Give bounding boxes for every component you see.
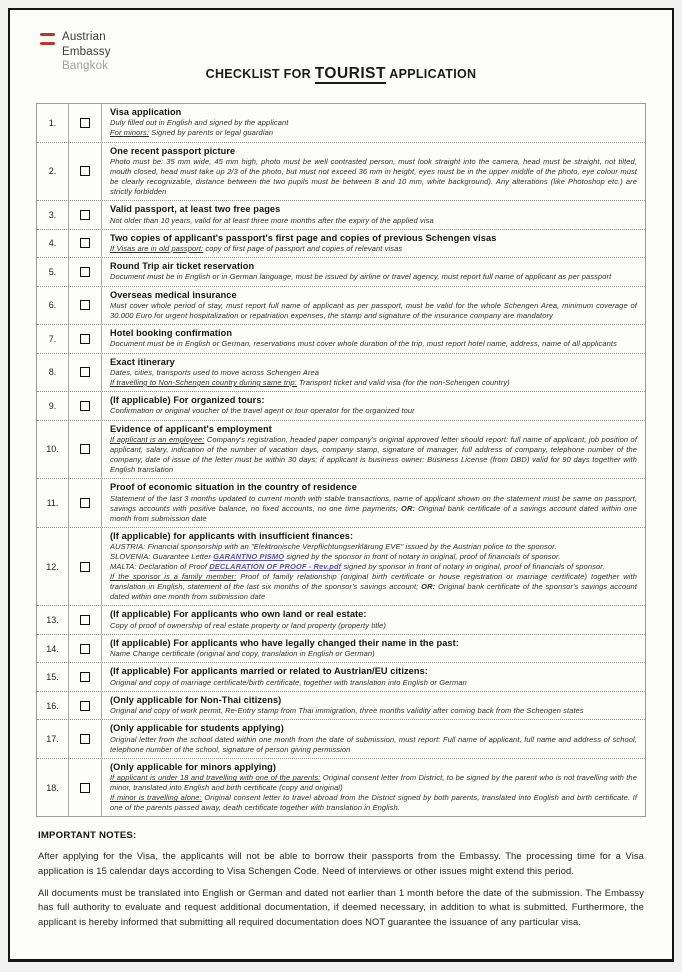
logo-line-2: Embassy [62,45,111,58]
checkbox[interactable] [80,562,90,572]
detail-text: Photo must be: 35 mm wide, 45 mm high, photo must be well contrasted person, must look straight into the camera, head must be straight, not tilted, mouth closed, head must take up 2/3 of the photo, but must not exceed 36 mm in height, eyes must be in the upper middle of the photo, eye colour must be clearly recognizable, distance between the two pupils must be between 8 and 10 mm, white background). Any alterations (like Photoshop etc.) are strictly forbidden [110,156,637,197]
row-number: 6. [37,287,69,325]
row-detail [110,216,637,226]
checkbox[interactable] [80,401,90,411]
checklist-row [37,287,645,326]
checkbox-cell [69,606,102,633]
row-content [102,104,645,142]
row-number: 13. [37,606,69,633]
detail-text: Signed by parents or legal guardian [149,128,274,138]
checkbox[interactable] [80,367,90,377]
row-title: One recent passport picture [110,145,236,156]
checkbox-cell [69,663,102,690]
checklist-row [37,479,645,528]
row-title: (Only applicable for minors applying) [110,761,277,772]
checklist-row [37,392,645,420]
checklist-row [37,606,645,634]
row-number: 12. [37,528,69,606]
flag-bar-top [40,33,55,36]
row-detail [110,368,637,378]
checkbox-cell [69,479,102,527]
row-detail [110,552,637,562]
checklist-row [37,528,645,607]
row-title: Two copies of applicant's passport's first page and copies of previous Schengen visas [110,232,497,243]
detail-text: SLOVENIA: Guarantee Letter [110,552,214,562]
checkbox[interactable] [80,734,90,744]
title-suffix: APPLICATION [385,67,477,81]
detail-text: AUSTRIA: Financial sponsorship with an "Elektronische Verpflichtungserklärung EVE" issued by the Austrian police to the sponsor. [110,542,557,552]
row-detail [110,678,637,688]
detail-text: Original consent letter from District, to be signed by the parent who is not travelling with the minor, translated into English and birth certificate (copy and original) [110,773,637,793]
detail-text: OR: [421,582,436,592]
detail-text: Document must be in English or German, reservations must cover whole duration of the trip, must report hotel name, address, name of all applicants [110,339,617,349]
detail-text: OR: [401,503,416,513]
detail-text: Duly filled out in English and signed by the applicant [110,118,289,128]
detail-text: If applicant is an employee: [110,434,205,444]
detail-text: Original and copy of work permit, Re-Entry stamp from Thai immigration, three months validity after coming back from the Schengen states [110,706,584,716]
austrian-flag-icon [40,33,55,45]
row-title: Valid passport, at least two free pages [110,204,281,215]
row-content [102,143,645,201]
checklist-row [37,354,645,393]
row-content [102,325,645,352]
checkbox-cell [69,635,102,662]
checkbox-cell [69,143,102,201]
row-title: (Only applicable for Non-Thai citizens) [110,694,282,705]
row-number: 1. [37,104,69,142]
page-title [10,65,672,83]
row-detail [110,378,637,388]
detail-text: Original and copy of marriage certificate/birth certificate, together with translation into English or German [110,677,467,687]
row-detail [110,793,637,813]
checkbox-cell [69,258,102,285]
checkbox[interactable] [80,238,90,248]
row-number: 7. [37,325,69,352]
checkbox-cell [69,230,102,257]
row-title: Exact itinerary [110,356,175,367]
row-content [102,663,645,690]
row-title: (If applicable) For organized tours: [110,395,265,406]
note-paragraph: After applying for the Visa, the applicants will not be able to borrow their passports from the Embassy. The processing time for a Visa application is 15 calendar days according to Visa Schengen Code. Need of interviews or other issues might extend this period. [38,850,644,876]
row-title: (Only applicable for students applying) [110,723,284,734]
row-number: 15. [37,663,69,690]
row-content [102,528,645,606]
checklist-row [37,104,645,143]
checklist-table [36,103,646,817]
checklist-row [37,258,645,286]
detail-text: Transport ticket and valid visa (for the non-Schengen country) [296,377,510,387]
row-detail [110,406,637,416]
row-number: 9. [37,392,69,419]
row-title: Evidence of applicant's employment [110,423,272,434]
detail-text: Original bank certificate of the sponsor's savings account dated within one month from submission date [110,582,637,602]
row-content [102,635,645,662]
checkbox-cell [69,528,102,606]
checkbox-cell [69,421,102,479]
detail-text: MALTA: Declaration of Proof [110,562,210,572]
row-title: Visa application [110,107,182,117]
note-paragraph: All documents must be translated into English or German and dated not earlier than 1 month before the date of the submission. The Embassy has full authority to evaluate and request additional documentation, if deemed necessary, in addition to what is submitted. Furthermore, the applicant is hereby informed that submitting all required documentation does NOT guarantee the issuance of any particular visa. [38,886,644,927]
checkbox[interactable] [80,334,90,344]
checklist-row [37,692,645,720]
checkbox[interactable] [80,166,90,176]
checkbox-cell [69,325,102,352]
row-content [102,421,645,479]
detail-text: Copy of proof of ownership of real estate property or land property (property title) [110,620,387,630]
row-number: 2. [37,143,69,201]
header [10,10,672,103]
checkbox-cell [69,287,102,325]
detail-text: If Visas are in old passport: [110,244,204,254]
row-detail [110,572,637,602]
detail-text: Company's registration, headed paper company's original approved letter should report: full name of applicant, job position of applicant, salary, indication of the number of vacation days, company stamp, signature of manager, full address of company, telephone number of the company, date of issue of the letter must be within 30 days; if applicant is business owner: Business License (from DBD) valid for 90 days together with English translation [110,434,638,475]
checkbox-cell [69,104,102,142]
detail-text: Proof of family relationship (original birth certificate or house registration or marriage certificate) together with translation in English, statement of the last six months of the sponsor's savings account; [110,572,637,592]
row-number: 5. [37,258,69,285]
row-detail [110,773,637,793]
detail-text: Confirmation or original voucher of the travel agent or tour operator for the organized tour [110,406,415,416]
checkbox[interactable] [80,644,90,654]
checklist-row [37,201,645,229]
checkbox[interactable] [80,701,90,711]
checklist-row [37,759,645,817]
row-content [102,606,645,633]
row-title: (If applicable) For applicants who have legally changed their name in the past: [110,637,459,648]
checkbox-cell [69,720,102,758]
logo-line-3: Bangkok [62,60,109,73]
detail-text: Name Change certificate (original and copy, translation in English or German) [110,649,375,659]
checkbox[interactable] [80,498,90,508]
row-detail [110,435,637,475]
document-page [8,8,674,962]
row-title: (If applicable) for applicants with insufficient finances: [110,530,354,541]
row-number: 14. [37,635,69,662]
checklist-row [37,720,645,759]
detail-text: Not older than 10 years, valid for at least three more months after the expiry of the applied visa [110,215,434,225]
detail-text: If applicant is under 18 and travelling with one of the parents: [110,773,321,783]
row-content [102,287,645,325]
detail-text: signed by the sponsor in front of notary in original, proof of financials of sponsor. [284,552,561,562]
row-content [102,258,645,285]
row-number: 18. [37,759,69,817]
detail-text: If travelling to Non-Schengen country during same trip: [110,377,297,387]
row-number: 11. [37,479,69,527]
row-detail [110,621,637,631]
row-content [102,759,645,817]
notes-heading: IMPORTANT NOTES: [38,830,137,842]
detail-text: If the sponsor is a family member: [110,572,237,582]
row-number: 10. [37,421,69,479]
flag-bar-middle [40,37,55,40]
row-number: 8. [37,354,69,392]
row-number: 4. [37,230,69,257]
document-link[interactable]: GARANTNO PISMO [213,552,285,562]
row-detail [110,562,637,572]
detail-text: copy of first page of passport and copies of relevant visas [203,244,403,254]
row-title: (If applicable) For applicants married or related to Austrian/EU citizens: [110,666,428,677]
row-detail [110,157,637,197]
checkbox[interactable] [80,783,90,793]
row-content [102,479,645,527]
checkbox[interactable] [80,210,90,220]
row-title: Hotel booking confirmation [110,328,233,339]
document-link[interactable]: DECLARATION OF PROOF - Rev.pdf [209,562,342,572]
detail-text: Must cover whole period of stay, must report full name of applicant as per passport, must be valid for the whole Schengen Area, minimum coverage of 30.000 Euro for urgent hospitalization or repatriation expenses, the stamp and signature of the insurance company are mandatory [110,300,637,320]
checkbox[interactable] [80,300,90,310]
row-detail [110,118,637,128]
checklist-row [37,663,645,691]
row-content [102,720,645,758]
checkbox-cell [69,354,102,392]
detail-text: If minor is travelling alone: [110,793,202,803]
checkbox-cell [69,392,102,419]
checkbox[interactable] [80,267,90,277]
detail-text: For minors: [110,128,150,138]
checkbox[interactable] [80,672,90,682]
row-detail [110,301,637,321]
title-prefix: CHECKLIST FOR [205,67,315,81]
row-detail [110,542,637,552]
detail-text: Document must be in English or in German language, must be issued by airline or travel agency, must report full name of applicant as per passport [110,272,612,282]
checkbox[interactable] [80,444,90,454]
checkbox[interactable] [80,118,90,128]
checkbox-cell [69,201,102,228]
logo-line-1: Austrian [62,31,106,43]
checkbox-cell [69,759,102,817]
row-content [102,692,645,719]
row-content [102,354,645,392]
row-detail [110,244,637,254]
detail-text: signed by sponsor in front of notary in original, proof of financials of sponsor. [341,562,605,572]
notes-paragraphs [38,849,644,928]
row-title: (If applicable) For applicants who own land or real estate: [110,609,367,620]
detail-text: Dates, cities, transports used to move across Schengen Area [110,367,320,377]
row-number: 3. [37,201,69,228]
checklist-row [37,143,645,202]
detail-text: Original bank certificate of a savings account dated within one month from submission date [110,503,637,523]
row-title: Overseas medical insurance [110,289,237,300]
checklist-row [37,421,645,480]
row-detail [110,649,637,659]
row-content [102,392,645,419]
row-number: 16. [37,692,69,719]
checklist-row [37,325,645,353]
row-detail [110,706,637,716]
important-notes [38,830,644,928]
row-detail [110,494,637,524]
detail-text: Original consent letter to travel abroad from the District signed by both parents, translated into English and birth certificate. If one of the parents passed away, death certificate together with translation in English. [110,793,637,813]
checklist-row [37,230,645,258]
row-title: Round Trip air ticket reservation [110,261,255,272]
row-content [102,230,645,257]
row-detail [110,272,637,282]
title-highlight: TOURIST [314,65,386,82]
checklist-row [37,635,645,663]
checkbox-cell [69,692,102,719]
flag-bar-bottom [40,42,55,45]
row-detail [110,128,637,138]
row-content [102,201,645,228]
detail-text: Original letter from the school dated within one month from the date of submission, must report: Full name of applicant, full name and address of school, telephone number of the school, signature of person giving permission [110,734,637,754]
row-title: Proof of economic situation in the country of residence [110,482,357,493]
row-detail [110,735,637,755]
row-number: 17. [37,720,69,758]
row-detail [110,339,637,349]
checkbox[interactable] [80,615,90,625]
detail-text: Statement of the last 3 months updated to current month with stable transactions, name of applicant shown on the statement must be same on passport, savings accounts with positive balance, no fixed accounts, no one time payments; [110,493,637,513]
